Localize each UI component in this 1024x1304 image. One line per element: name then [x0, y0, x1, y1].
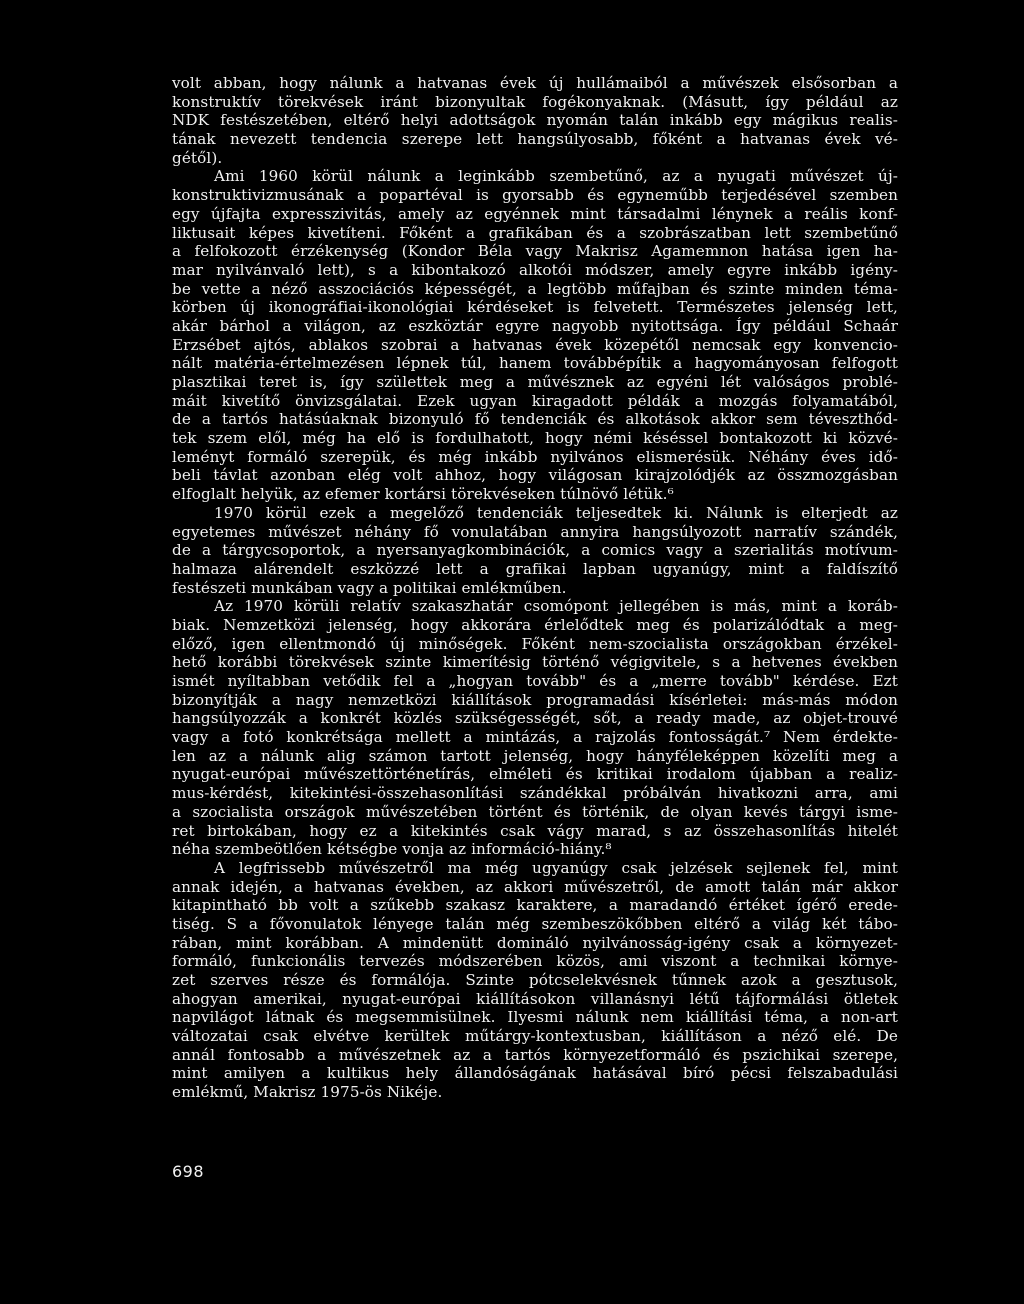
text-line: 1970 körül ezek a megelőző tendenciák teljesedtek ki. Nálunk is elterjedt az: [214, 503, 898, 522]
text-line: konstruktivizmusának a popartéval is gyorsabb és egyneműbb terjedésével szemben: [172, 186, 898, 205]
text-line: ahogyan amerikai, nyugat-európai kiállításokon villanásnyi létű tájformálási ötletek: [172, 989, 898, 1008]
text-line: a felfokozott érzékenység (Kondor Béla vagy Makrisz Agamemnon hatása igen ha-: [172, 242, 898, 261]
body-text: [172, 74, 898, 1102]
text-line: ret birtokában, hogy ez a kitekintés csak vágy marad, s az összehasonlítás hitelét: [172, 821, 898, 840]
text-line: vagy a fotó konkrétsága mellett a mintázás, a rajzolás fontosságát.⁷ Nem érdekte-: [172, 728, 898, 747]
text-line: egyetemes művészet néhány fő vonulatában annyira hangsúlyozott narratív szándék,: [172, 522, 898, 541]
text-line: annál fontosabb a művészetnek az a tartós környezetformáló és pszichikai szerepe,: [172, 1045, 898, 1064]
text-line: tek szem elől, még ha elő is fordulhatott, hogy némi késéssel bontakozott ki közvé-: [172, 429, 898, 448]
text-line: festészeti munkában vagy a politikai emlékműben.: [172, 578, 567, 597]
text-line: emlékmű, Makrisz 1975-ös Nikéje.: [172, 1083, 443, 1102]
text-line: a szocialista országok művészetében történt és történik, de olyan kevés tárgyi isme-: [172, 802, 898, 821]
text-line: Az 1970 körüli relatív szakaszhatár csomópont jellegében is más, mint a koráb-: [214, 597, 898, 616]
text-line: A legfrissebb művészetről ma még ugyanúgy csak jelzések sejlenek fel, mint: [214, 858, 898, 877]
text-line: NDK festészetében, eltérő helyi adottságok nyomán talán inkább egy mágikus realis-: [172, 111, 898, 130]
text-line: előző, igen ellentmondó új minőségek. Főként nem-szocialista országokban érzékel-: [172, 634, 898, 653]
text-line: leményt formáló szerepük, és még inkább nyilvános elismerésük. Néhány éves idő-: [172, 447, 898, 466]
text-line: körben új ikonográfiai-ikonológiai kérdéseket is felvetett. Természetes jelenség lett,: [172, 298, 898, 317]
text-line: plasztikai teret is, így születtek meg a művésznek az egyéni lét valóságos problé-: [172, 373, 898, 391]
text-line: de a tárgycsoportok, a nyersanyagkombinációk, a comics vagy a szerialitás motívum-: [172, 541, 898, 560]
text-line: tiség. S a fővonulatok lényege talán még szembeszökőbben eltérő a világ két tábo-: [172, 914, 898, 933]
text-line: akár bárhol a világon, az eszköztár egyre nagyobb nyitottsága. Így például Schaár: [172, 316, 898, 335]
text-line: nyugat-európai művészettörténetírás, elméleti és kritikai irodalom újabban a realiz-: [172, 765, 898, 784]
text-line: konstruktív törekvések iránt bizonyultak fogékonyaknak. (Másutt, így például az: [172, 92, 898, 111]
text-line: liktusait képes kivetíteni. Főként a grafikában és a szobrászatban lett szembetűnő: [172, 223, 898, 242]
text-line: len az a nálunk alig számon tartott jelenség, hogy hányféleképpen közelíti meg a: [172, 746, 898, 765]
text-line: napvilágot látnak és megsemmisülnek. Ilyesmi nálunk nem kiállítási téma, a non-art: [172, 1008, 898, 1027]
text-line: be vette a néző asszociációs képességét, a legtöbb műfajban és szinte minden téma-: [172, 279, 898, 298]
text-line: beli távlat azonban elég volt ahhoz, hogy világosan kirajzolódjék az összmozgásban: [172, 466, 898, 485]
text-line: biak. Nemzetközi jelenség, hogy akkorára érlelődtek meg és polarizálódtak a meg-: [172, 615, 898, 634]
text-line: máit kivetítő önvizsgálatai. Ezek ugyan kiragadott példák a mozgás folyamatából,: [172, 391, 898, 410]
text-line: halmaza alárendelt eszközzé lett a grafikai lapban ugyanúgy, mint a faldíszítő: [172, 559, 898, 578]
text-line: hangsúlyozzák a konkrét közlés szükségességét, sőt, a ready made, az objet-trouvé: [172, 709, 898, 728]
text-line: Erzsébet ajtós, ablakos szobrai a hatvanas évek közepétől nemcsak egy konvencio-: [172, 335, 898, 354]
text-line: hető korábbi törekvések szinte kimerítésig történő végigvitele, s a hetvenes években: [172, 653, 898, 672]
text-line: annak idején, a hatvanas években, az akkori művészetről, de amott talán már akkor: [172, 877, 898, 896]
text-line: formáló, funkcionális tervezés módszerében közös, ami viszont a technikai környe-: [172, 952, 898, 971]
text-line: mar nyilvánvaló lett), s a kibontakozó alkotói módszer, amely egyre inkább igény-: [172, 260, 898, 279]
text-line: zet szerves része és formálója. Szinte pótcselekvésnek tűnnek azok a gesztusok,: [172, 971, 898, 989]
text-line: nált matéria-értelmezésen lépnek túl, hanem továbbépítik a hagyományosan felfogott: [172, 354, 898, 373]
text-line: ismét nyíltabban vetődik fel a „hogyan tovább" és a „merre tovább" kérdése. Ezt: [172, 672, 898, 690]
text-line: mint amilyen a kultikus hely állandóságának hatásával bíró pécsi felszabadulási: [172, 1064, 898, 1083]
text-line: kitapintható bb volt a szűkebb szakasz karaktere, a maradandó értéket ígérő erede-: [172, 896, 898, 915]
text-line: Ami 1960 körül nálunk a leginkább szembetűnő, az a nyugati művészet új-: [214, 167, 898, 186]
text-line: néha szembeötlően kétségbe vonja az információ-hiány.⁸: [172, 840, 612, 859]
text-line: elfoglalt helyük, az efemer kortársi törekvéseken túlnövő létük.⁶: [172, 485, 674, 504]
text-line: egy újfajta expresszivitás, amely az egyénnek mint társadalmi lénynek a reális konf-: [172, 204, 898, 223]
text-line: de a tartós hatásúaknak bizonyuló fő tendenciák és alkotások akkor sem téveszthőd-: [172, 410, 898, 429]
text-line: változatai csak elvétve kerültek műtárgy-kontextusban, kiállításon a néző elé. De: [172, 1027, 898, 1046]
text-line: tának nevezett tendencia szerepe lett hangsúlyosabb, főként a hatvanas évek vé-: [172, 130, 898, 149]
text-line: bizonyítják a nagy nemzetközi kiállítások programadási kísérletei: más-más módon: [172, 690, 898, 709]
text-line: rában, mint korábban. A mindenütt domináló nyilvánosság-igény csak a környezet-: [172, 933, 898, 952]
text-line: gétől).: [172, 148, 223, 167]
text-line: mus-kérdést, kitekintési-összehasonlítási szándékkal próbálván hivatkozni arra, ami: [172, 784, 898, 803]
text-line: volt abban, hogy nálunk a hatvanas évek új hullámaiból a művészek elsősorban a: [172, 74, 898, 92]
page-number: 698: [172, 1162, 205, 1181]
